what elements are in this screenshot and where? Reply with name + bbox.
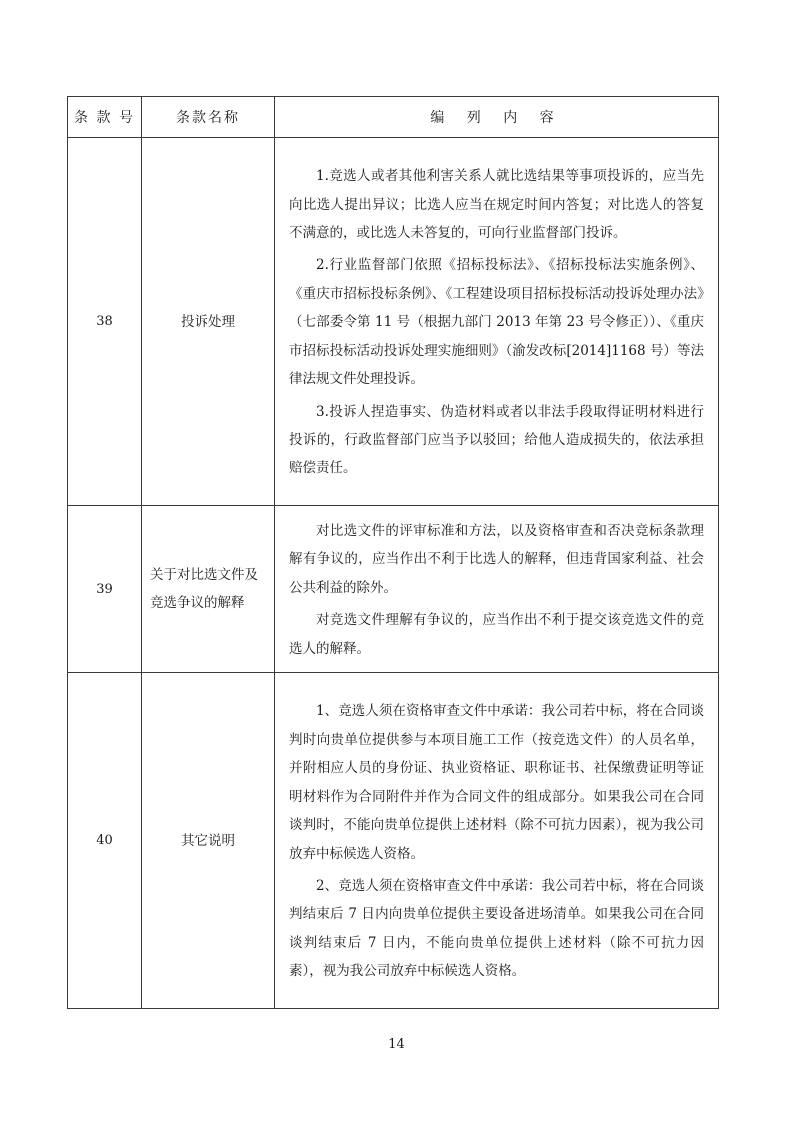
content-paragraph: 2.行业监督部门依照《招标投标法》、《招标投标法实施条例》、《重庆市招标投标条例》、《工程建设项目招标投标活动投诉处理办法》（七部委令第 11 号（根据九部门 2013 年第 23 号令修正））、《重庆市招标投标活动投诉处理实施细则》（渝发改标[2014]1168 号）等法律法规文件处理投诉。 [289, 257, 704, 388]
header-clause-no: 条 款 号 [68, 97, 142, 138]
header-clause-name: 条款名称 [142, 97, 275, 138]
clause-table [67, 96, 719, 1009]
clause-name: 投诉处理 [142, 138, 275, 506]
table-row [68, 138, 719, 506]
page-number: 14 [388, 1037, 405, 1052]
clause-content [275, 506, 719, 673]
content-paragraph: 对竞选文件理解有争议的，应当作出不利于提交该竞选文件的竞选人的解释。 [289, 612, 704, 657]
clause-content [275, 138, 719, 506]
clause-number: 38 [68, 138, 142, 506]
header-content: 编 列 内 容 [275, 97, 719, 138]
clause-number: 40 [68, 673, 142, 1009]
content-paragraph: 1.竞选人或者其他利害关系人就比选结果等事项投诉的，应当先向比选人提出异议；比选人应当在规定时间内答复；对比选人的答复不满意的，或比选人未答复的，可向行业监督部门投诉。 [289, 168, 704, 242]
table-row [68, 673, 719, 1009]
table-header-row [68, 97, 719, 138]
content-paragraph: 对比选文件的评审标准和方法，以及资格审查和否决竞标条款理解有争议的，应当作出不利于比选人的解释，但违背国家利益、社会公共利益的除外。 [289, 522, 704, 596]
content-paragraph: 1、竞选人须在资格审查文件中承诺：我公司若中标，将在合同谈判时向贵单位提供参与本项目施工工作（按竞选文件）的人员名单，并附相应人员的身份证、执业资格证、职称证书、社保缴费证明等证明材料作为合同附件并作为合同文件的组成部分。如果我公司在合同谈判时，不能向贵单位提供上述材料（除不可抗力因素），视为我公司放弃中标候选人资格。 [289, 703, 704, 862]
content-paragraph: 2、竞选人须在资格审查文件中承诺：我公司若中标，将在合同谈判结束后 7 日内向贵单位提供主要设备进场清单。如果我公司在合同谈判结束后 7 日内，不能向贵单位提供上述材料（除不可抗力因素），视为我公司放弃中标候选人资格。 [289, 877, 704, 980]
clause-content [275, 673, 719, 1009]
clause-name: 关于对比选文件及竞选争议的解释 [142, 506, 275, 673]
clause-name: 其它说明 [142, 673, 275, 1009]
clause-number: 39 [68, 506, 142, 673]
table-row [68, 506, 719, 673]
content-paragraph: 3.投诉人捏造事实、伪造材料或者以非法手段取得证明材料进行投诉的，行政监督部门应当予以驳回；给他人造成损失的，依法承担赔偿责任。 [289, 403, 704, 477]
